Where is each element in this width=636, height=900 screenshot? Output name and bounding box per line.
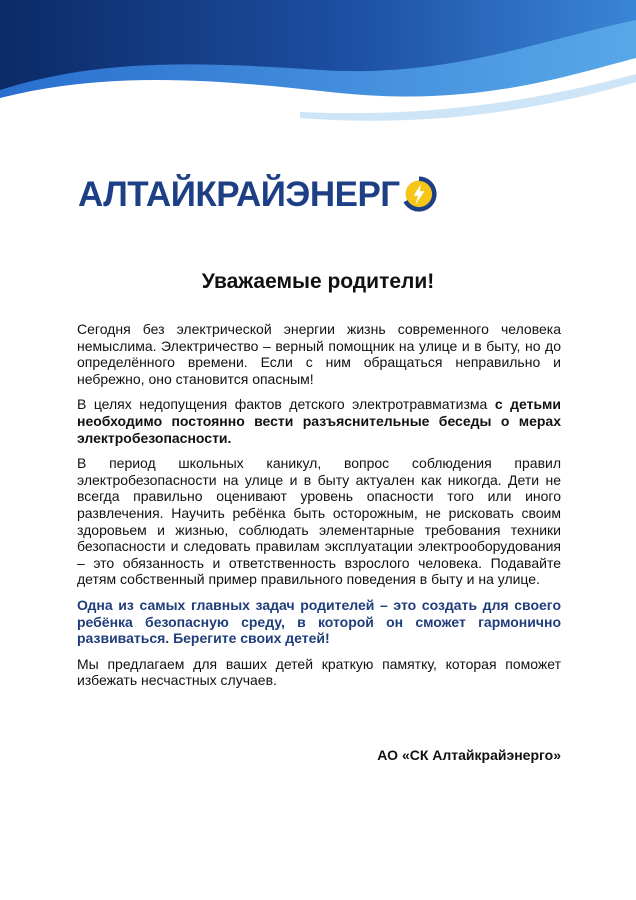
page-title: Уважаемые родители! — [201, 270, 435, 293]
letter-body — [77, 321, 561, 698]
paragraph-prevention — [77, 396, 561, 446]
paragraph-prevention-bold: с детьми необходимо постоянно вести разъяснительные беседы о мерах электробезопасности. — [77, 396, 562, 446]
lightning-bolt-icon — [401, 176, 437, 212]
paragraph-prevention-text: В целях недопущения фактов детского электротравматизма — [77, 396, 495, 413]
company-logo — [78, 176, 437, 212]
header-wave-banner — [0, 0, 636, 140]
paragraph-parents-task: Одна из самых главных задач родителей – это создать для своего ребёнка безопасную среду, в которой он сможет гармонично развиваться. Берегите своих детей! — [77, 596, 561, 647]
signature: АО «СК Алтайкрайэнерго» — [377, 747, 561, 763]
paragraph-intro: Сегодня без электрической энергии жизнь современного человека немыслима. Электричество – верный помощник на улице и в быту, но до определённого времени. Если с ним обращаться неправильно и небрежно, оно становится опасным! — [77, 321, 561, 387]
paragraph-memo: Мы предлагаем для ваших детей краткую памятку, которая поможет избежать несчастных случаев. — [77, 655, 561, 689]
paragraph-holidays: В период школьных каникул, вопрос соблюдения правил электробезопасности на улице и в быту актуален как никогда. Дети не всегда правильно оценивают уровень опасности того или иного развлечения. Научить ребёнка быть осторожным, не рисковать своим здоровьем и жизнью, соблюдать элементарные требования техники безопасности и следовать правилам эксплуатации электрооборудования – это обязанность и ответственность взрослого человека. Подавайте детям собственный пример правильного поведения в быту и на улице. — [77, 455, 561, 588]
logo-text: АЛТАЙКРАЙЭНЕРГ — [78, 174, 400, 214]
